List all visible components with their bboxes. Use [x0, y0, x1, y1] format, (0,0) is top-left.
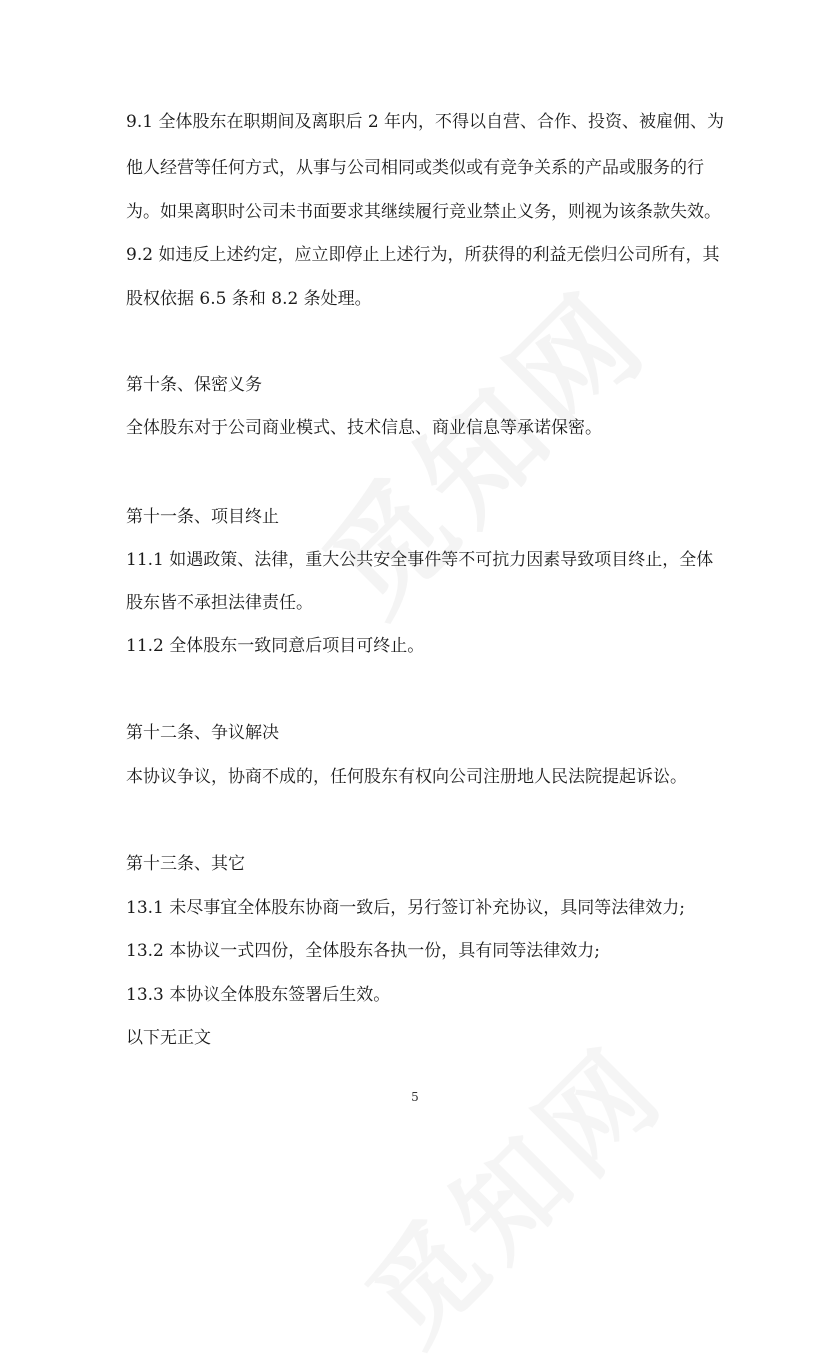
- no-further-text: 以下无正文: [126, 1028, 211, 1048]
- clause-13-3: 13.3 本协议全体股东签署后生效。: [126, 985, 391, 1005]
- clause-9-1-line-1: 9.1 全体股东在职期间及离职后 2 年内，不得以自营、合作、投资、被雇佣、为: [126, 112, 725, 132]
- clause-9-1-line-2: 他人经营等任何方式，从事与公司相同或类似或有竞争关系的产品或服务的行: [126, 158, 704, 178]
- clause-9-2-line-2: 股权依据 6.5 条和 8.2 条处理。: [126, 289, 372, 309]
- clause-9-1-line-3: 为。如果离职时公司未书面要求其继续履行竞业禁止义务，则视为该条款失效。: [126, 202, 721, 222]
- heading-article-10: 第十条、保密义务: [126, 375, 262, 395]
- clause-13-1: 13.1 未尽事宜全体股东协商一致后，另行签订补充协议，具同等法律效力;: [126, 898, 685, 918]
- watermark-bottom: [327, 1006, 693, 1372]
- clause-13-2: 13.2 本协议一式四份，全体股东各执一份，具有同等法律效力;: [126, 941, 600, 961]
- page-number: 5: [411, 1090, 419, 1104]
- clause-9-2-line-1: 9.2 如违反上述约定，应立即停止上述行为，所获得的利益无偿归公司所有，其: [126, 245, 720, 265]
- clause-11-2: 11.2 全体股东一致同意后项目可终止。: [126, 636, 425, 656]
- clause-11-1-line-1: 11.1 如遇政策、法律，重大公共安全事件等不可抗力因素导致项目终止，全体: [126, 550, 714, 570]
- heading-article-11: 第十一条、项目终止: [126, 507, 279, 527]
- heading-article-13: 第十三条、其它: [126, 854, 245, 874]
- clause-12-text: 本协议争议，协商不成的，任何股东有权向公司注册地人民法院提起诉讼。: [126, 767, 687, 787]
- heading-article-12: 第十二条、争议解决: [126, 723, 279, 743]
- clause-11-1-line-2: 股东皆不承担法律责任。: [126, 593, 313, 613]
- clause-10-text: 全体股东对于公司商业模式、技术信息、商业信息等承诺保密。: [126, 418, 602, 438]
